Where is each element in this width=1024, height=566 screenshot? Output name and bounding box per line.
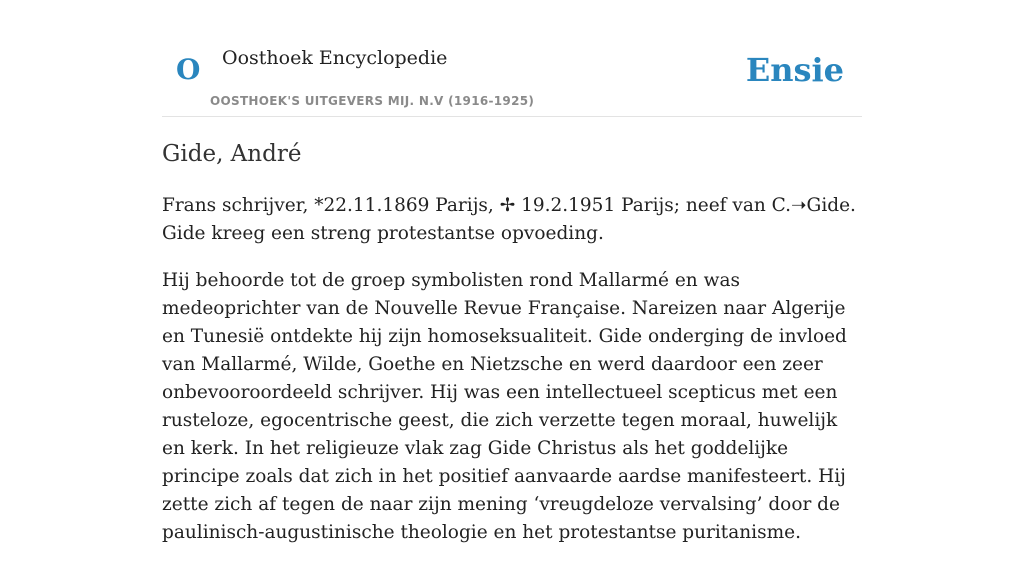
encyclopedia-title[interactable]: Oosthoek Encyclopedie xyxy=(222,47,448,69)
paragraph-text: Frans schrijver, *22.11.1869 Parijs, ✢ 19.2.1951 Parijs; neef van C. xyxy=(162,195,792,216)
publisher-subtitle: OOSTHOEK'S UITGEVERS MIJ. N.V (1916-1925) xyxy=(210,94,535,108)
article-title: Gide, André xyxy=(162,141,302,167)
encyclopedia-logo[interactable]: O xyxy=(176,53,201,86)
cross-reference-link[interactable]: ➝Gide xyxy=(791,195,851,216)
paragraph-text: . Gide kreeg een streng protestantse opvoeding. xyxy=(162,195,856,244)
article-paragraph-1 xyxy=(162,192,862,248)
article-paragraph-2: Hij behoorde tot de groep symbolisten rond Mallarmé en was medeoprichter van de Nouvelle Revue Française. Nareizen naar Algerije en Tunesië ontdekte hij zijn homoseksualiteit. Gide onderging de invloed van Mallarmé, Wilde, Goethe en Nietzsche en werd daardoor een zeer onbevooroordeeld schrijver. Hij was een intellectueel scepticus met een rusteloze, egocentrische geest, die zich verzette tegen moraal, huwelijk en kerk. In het religieuze vlak zag Gide Christus als het goddelijke principe zoals dat zich in het positief aanvaarde aardse manifesteert. Hij zette zich af tegen de naar zijn mening ‘vreugdeloze vervalsing’ door de paulinisch-augustinische theologie en het protestantse puritanisme. xyxy=(162,270,847,543)
article xyxy=(162,138,862,566)
ensie-logo-link[interactable]: Ensie xyxy=(745,51,844,89)
site-header xyxy=(162,0,862,117)
